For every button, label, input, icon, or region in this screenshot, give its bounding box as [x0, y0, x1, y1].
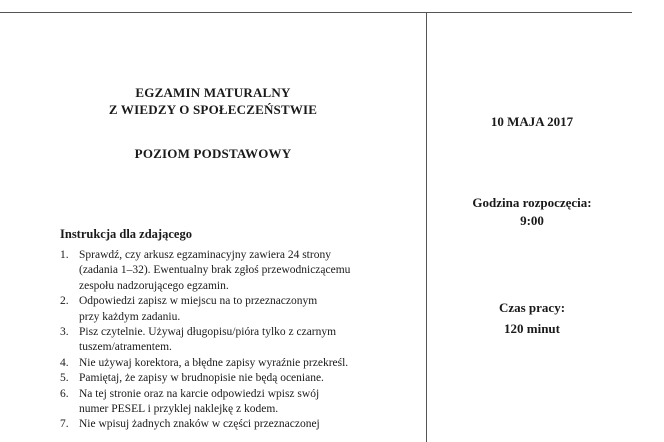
instruction-number: 1. [60, 249, 69, 261]
instruction-line: Nie wpisuj żadnych znaków w części przeznaczonej [79, 418, 320, 431]
exam-title-line1: EGZAMIN MATURALNY [135, 85, 291, 100]
exam-date: 10 MAJA 2017 [490, 114, 574, 129]
instruction-line: numer PESEL i przyklej naklejkę z kodem. [79, 403, 279, 416]
instruction-item [60, 417, 425, 432]
instruction-item [60, 356, 425, 371]
instruction-number: 2. [60, 295, 69, 308]
instruction-line: Sprawdź, czy arkusz egzaminacyjny zawiera 24 strony [79, 249, 331, 261]
duration-value: 120 minut [504, 321, 560, 336]
instructions-list [60, 248, 425, 433]
instruction-number: 3. [60, 326, 69, 339]
schedule-column [427, 0, 637, 442]
exam-level: POZIOM PODSTAWOWY [134, 146, 292, 161]
duration-label: Czas pracy: [498, 300, 566, 315]
instruction-line: (zadania 1–32). Ewentualny brak zgłoś przewodniczącemu [79, 264, 351, 277]
start-time-value: 9:00 [520, 213, 544, 228]
instruction-number: 4. [60, 356, 69, 369]
instructions-heading: Instrukcja dla zdającego [60, 227, 192, 241]
instruction-line: Na tej stronie oraz na karcie odpowiedzi wpisz swój [79, 387, 320, 400]
instruction-number: 5. [60, 372, 69, 385]
instruction-line: Pamiętaj, że zapisy w brudnopisie nie będą oceniane. [79, 372, 324, 385]
instruction-number: 7. [60, 418, 69, 431]
instruction-line: Odpowiedzi zapisz w miejscu na to przeznaczonym [79, 295, 318, 308]
instruction-item [60, 248, 425, 294]
instruction-number: 6. [60, 387, 69, 400]
instruction-line: przy każdym zadaniu. [79, 310, 181, 323]
start-time-label: Godzina rozpoczęcia: [472, 195, 592, 210]
instruction-item [60, 294, 425, 325]
instruction-item [60, 387, 425, 418]
instruction-item [60, 371, 425, 386]
instruction-line: Nie używaj korektora, a błędne zapisy wyraźnie przekreśl. [79, 356, 349, 369]
instruction-item [60, 325, 425, 356]
instruction-line: Pisz czytelnie. Używaj długopisu/pióra tylko z czarnym [79, 326, 337, 339]
instruction-line: zespołu nadzorującego egzamin. [79, 279, 229, 292]
instruction-line: tuszem/atramentem. [79, 341, 172, 354]
exam-title-line2: Z WIEDZY O SPOŁECZEŃSTWIE [108, 102, 318, 117]
